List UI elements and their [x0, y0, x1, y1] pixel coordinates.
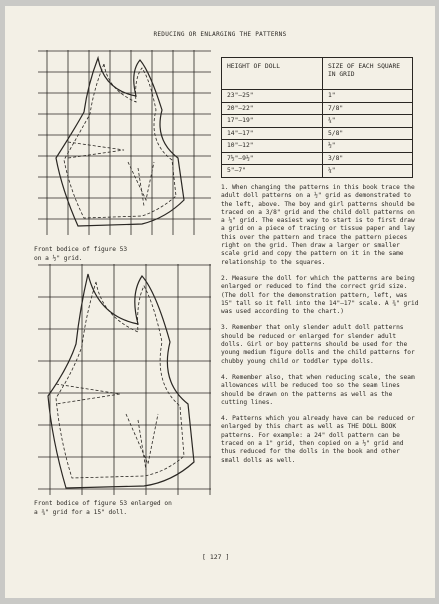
page-header: REDUCING OR ENLARGING THE PATTERNS — [153, 31, 287, 38]
grid-lines — [38, 50, 211, 235]
instruction-paragraph: 2. Measure the doll for which the patterns are being enlarged or reduced to find the correct grid size. (The doll for the demonstration pattern, left, was 15" tall so it fell into the 14"–17" scale. A ¾" grid was used according to the chart.) — [221, 274, 419, 316]
instruction-paragraph: 4. Patterns which you already have can be reduced or enlarged by this chart as well as THE DOLL BOOK patterns. For example: a 24" doll pattern can be traced on a 1" grid, then copied on a ½" grid and thus reduced for the dolls in the book and other small dolls as well. — [221, 415, 415, 464]
chart-header-row — [222, 58, 413, 90]
instruction-paragraph: 3. Remember that only slender adult doll patterns should be reduced or enlarged for slender adult dolls. Girl or boy patterns should be used for the young medium figure dolls and the child patterns for chubby young child or toddler type dolls. — [221, 324, 415, 365]
grid-lines — [38, 264, 211, 495]
page-number: [ 127 ] — [202, 553, 230, 561]
cell-doll-height: 10"–12" — [222, 140, 323, 153]
cell-doll-height: 17"–19" — [222, 115, 323, 128]
bodice-seam-line — [56, 282, 184, 478]
table-row — [222, 140, 413, 153]
cell-square-size: ¾" — [323, 115, 413, 128]
book-page — [5, 6, 435, 598]
bodice-seam-line — [64, 64, 176, 218]
cell-doll-height: 23"–25" — [222, 90, 323, 103]
cell-doll-height: 14"–17" — [222, 127, 323, 140]
cell-doll-height: 20"–22" — [222, 102, 323, 115]
instructions-text — [221, 184, 421, 473]
bodice-cutting-line — [48, 274, 194, 488]
cell-square-size: 5/8" — [323, 127, 413, 140]
cell-square-size: ½" — [323, 140, 413, 153]
bodice-diagram-small-grid — [38, 50, 211, 235]
table-row — [222, 127, 413, 140]
cell-doll-height: 5"–7" — [222, 165, 323, 178]
cell-square-size: 3/8" — [323, 152, 413, 165]
column-header-square-size: SIZE OF EACH SQUARE IN GRID — [323, 58, 413, 90]
bodice-cutting-line — [56, 58, 184, 226]
table-row — [222, 102, 413, 115]
table-row — [222, 152, 413, 165]
instruction-paragraph: 4. Remember also, that when reducing scale, the seam allowances will be reduced too so the seam lines should be drawn on the patterns as well as the cutting lines. — [221, 373, 415, 406]
cell-square-size: 1" — [323, 90, 413, 103]
bodice-darts — [68, 142, 154, 206]
instruction-paragraph: 1. When changing the patterns in this book trace the adult doll patterns on a ½" grid as demonstrated to the left, above. The boy and girl patterns should be traced on a 3/8" grid and the child doll patterns on a ¼" grid. The easiest way to start is to first draw a grid on a piece of tracing or tissue paper and lay this over the pattern and trace the pattern pieces right on the grid. Then draw a larger or smaller scale grid and copy the pattern on it in the same relationship to the squares. — [221, 184, 415, 266]
table-row — [222, 165, 413, 178]
bodice-diagram-large-grid — [38, 264, 211, 495]
table-row — [222, 90, 413, 103]
table-row — [222, 115, 413, 128]
cell-square-size: ¼" — [323, 165, 413, 178]
cell-square-size: 7/8" — [323, 102, 413, 115]
column-header-doll-height: HEIGHT OF DOLL — [222, 58, 323, 90]
figure-caption-large: Front bodice of figure 53 enlarged on a ¾" grid for a 15" doll. — [34, 500, 172, 516]
grid-size-chart — [221, 57, 413, 178]
cell-doll-height: 7½"–9½" — [222, 152, 323, 165]
figure-caption-small: Front bodice of figure 53 on a ½" grid. — [34, 246, 128, 262]
